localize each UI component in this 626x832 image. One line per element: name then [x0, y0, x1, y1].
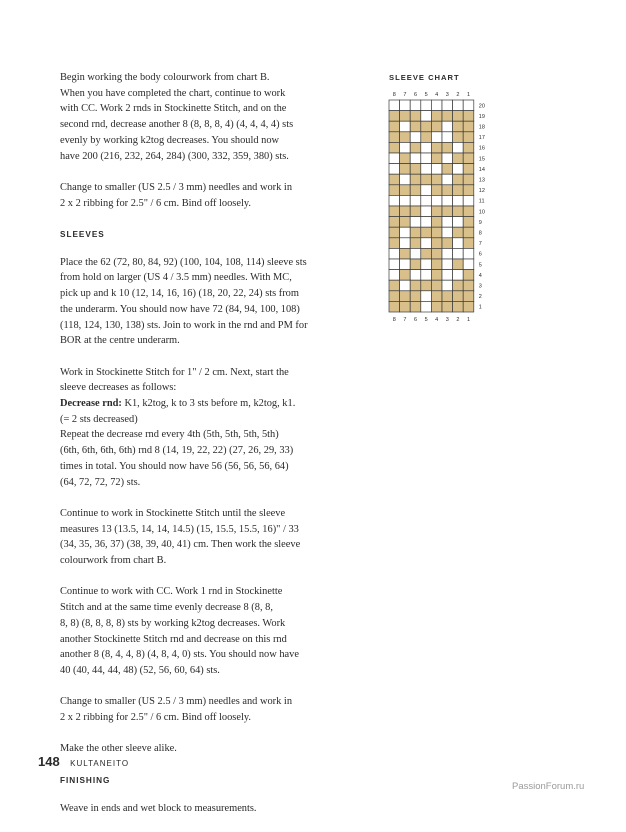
- chart-cell-contrast: [389, 291, 400, 302]
- text-line: Place the 62 (72, 80, 84, 92) (100, 104, 108, 114) sleeve sts: [60, 256, 307, 268]
- chart-cell-main: [442, 270, 453, 281]
- text-line: Repeat the decrease rnd every 4th (5th, 5th, 5th, 5th): [60, 429, 279, 441]
- text-line: second rnd, decrease another 8 (8, 8, 8, 4) (4, 4, 4, 4) sts: [60, 119, 294, 131]
- chart-cell-main: [421, 164, 432, 175]
- text-line: with CC. Work 2 rnds in Stockinette Stitch, and on the: [60, 103, 287, 115]
- chart-cell-main: [400, 227, 411, 238]
- chart-cell-contrast: [431, 142, 442, 153]
- chart-cell-contrast: [463, 270, 474, 281]
- chart-cell-main: [463, 259, 474, 270]
- chart-cell-main: [389, 195, 400, 206]
- chart-cell-contrast: [389, 185, 400, 196]
- chart-column-label: 1: [466, 92, 471, 98]
- chart-cell-contrast: [431, 259, 442, 270]
- chart-cell-main: [410, 153, 421, 164]
- watermark: PassionForum.ru: [512, 781, 585, 792]
- chart-cell-contrast: [400, 153, 411, 164]
- chart-cell-main: [421, 291, 432, 302]
- chart-cell-contrast: [453, 206, 464, 217]
- chart-cell-contrast: [431, 248, 442, 259]
- chart-row-label: 6: [478, 251, 482, 258]
- chart-cell-contrast: [442, 238, 453, 249]
- chart-cell-contrast: [453, 259, 464, 270]
- chart-cell-main: [431, 195, 442, 206]
- chart-cell-main: [442, 195, 453, 206]
- chart-cell-contrast: [453, 132, 464, 143]
- chart-cell-main: [421, 153, 432, 164]
- chart-cell-contrast: [453, 121, 464, 132]
- chart-cell-main: [410, 195, 421, 206]
- text-line: (6th, 6th, 6th, 6th) rnd 8 (14, 19, 22, 22) (27, 26, 29, 33): [60, 445, 294, 457]
- chart-cell-main: [442, 227, 453, 238]
- chart-column-label: 6: [413, 317, 418, 323]
- chart-cell-main: [421, 270, 432, 281]
- chart-cell-main: [389, 248, 400, 259]
- chart-cell-main: [463, 100, 474, 111]
- chart-row-label: 1: [478, 304, 482, 311]
- chart-cell-main: [431, 100, 442, 111]
- page-footer: [38, 753, 129, 771]
- chart-cell-contrast: [431, 280, 442, 291]
- chart-cell-contrast: [400, 132, 411, 143]
- chart-cell-contrast: [442, 301, 453, 312]
- chart-cell-contrast: [463, 111, 474, 122]
- chart-cell-contrast: [410, 174, 421, 185]
- chart-cell-main: [442, 248, 453, 259]
- chart-row-label: 2: [478, 294, 482, 301]
- chart-cell-contrast: [453, 174, 464, 185]
- stockinette-paragraph: [60, 365, 360, 396]
- chart-cell-contrast: [431, 121, 442, 132]
- sleeves-paragraph: [60, 255, 360, 349]
- chart-cell-contrast: [453, 280, 464, 291]
- chart-column-label: 2: [456, 317, 460, 323]
- chart-cell-main: [421, 206, 432, 217]
- chart-column-label: 6: [413, 92, 418, 98]
- chart-cell-contrast: [410, 301, 421, 312]
- chart-cell-contrast: [453, 153, 464, 164]
- sleeves-heading: SLEEVES: [60, 230, 105, 239]
- chart-cell-contrast: [389, 111, 400, 122]
- chart-cell-main: [421, 111, 432, 122]
- decrease-round-label: Decrease rnd:: [60, 398, 122, 410]
- chart-cell-main: [442, 280, 453, 291]
- chart-cell-contrast: [463, 291, 474, 302]
- chart-row-label: 8: [478, 230, 482, 237]
- chart-cell-main: [410, 270, 421, 281]
- chart-row-label: 20: [478, 103, 485, 110]
- text-line: the underarm. You should now have 72 (84, 94, 100, 108): [60, 303, 300, 315]
- chart-cell-main: [453, 248, 464, 259]
- chart-cell-main: [442, 100, 453, 111]
- chart-cell-main: [453, 142, 464, 153]
- chart-cell-contrast: [431, 174, 442, 185]
- chart-cell-contrast: [400, 291, 411, 302]
- chart-cell-main: [421, 238, 432, 249]
- chart-cell-contrast: [463, 185, 474, 196]
- text-line: Work in Stockinette Stitch for 1" / 2 cm. Next, start the: [60, 366, 289, 378]
- chart-cell-contrast: [421, 280, 432, 291]
- chart-row-label: 15: [478, 156, 485, 163]
- chart-cell-main: [442, 153, 453, 164]
- chart-cell-contrast: [463, 238, 474, 249]
- chart-cell-main: [453, 100, 464, 111]
- finishing-heading: FINISHING: [60, 775, 111, 785]
- chart-cell-contrast: [389, 121, 400, 132]
- chart-cell-contrast: [431, 206, 442, 217]
- chart-cell-contrast: [453, 291, 464, 302]
- text-line: Change to smaller (US 2.5 / 3 mm) needles and work in: [60, 696, 293, 708]
- text-line: another 8 (8, 4, 4, 8) (4, 8, 4, 0) sts. You should now have: [60, 649, 299, 661]
- chart-cell-contrast: [463, 174, 474, 185]
- chart-cell-main: [400, 100, 411, 111]
- text-line: Change to smaller (US 2.5 / 3 mm) needles and work in: [60, 181, 293, 193]
- chart-cell-main: [410, 100, 421, 111]
- chart-cell-contrast: [453, 111, 464, 122]
- chart-cell-main: [421, 195, 432, 206]
- chart-row-label: 11: [478, 198, 485, 205]
- chart-cell-main: [400, 195, 411, 206]
- chart-cell-contrast: [421, 121, 432, 132]
- chart-cell-contrast: [410, 280, 421, 291]
- chart-cell-contrast: [431, 291, 442, 302]
- chart-cell-main: [453, 270, 464, 281]
- chart-cell-contrast: [410, 185, 421, 196]
- chart-cell-contrast: [410, 111, 421, 122]
- chart-cell-contrast: [431, 153, 442, 164]
- chart-cell-contrast: [463, 217, 474, 228]
- chart-cell-contrast: [410, 164, 421, 175]
- chart-cell-contrast: [463, 164, 474, 175]
- chart-cell-main: [389, 153, 400, 164]
- chart-cell-main: [410, 217, 421, 228]
- chart-cell-contrast: [410, 259, 421, 270]
- chart-cell-main: [463, 248, 474, 259]
- text-line: evenly by working k2tog decreases. You should now: [60, 134, 280, 146]
- chart-cell-main: [410, 132, 421, 143]
- chart-cell-contrast: [431, 111, 442, 122]
- chart-cell-contrast: [453, 185, 464, 196]
- decrease-repeat-paragraph: [60, 412, 360, 491]
- text-line: another Stockinette Stitch rnd and decrease on this rnd: [60, 633, 287, 645]
- body-text-column: [60, 70, 360, 832]
- chart-cell-contrast: [389, 301, 400, 312]
- chart-cell-contrast: [389, 217, 400, 228]
- text-line: 8, 8) (8, 8, 8, 8) sts by working k2tog decreases. Work: [60, 617, 286, 629]
- intro-paragraph: [60, 70, 360, 164]
- text-line: 2 x 2 ribbing for 2.5" / 6 cm. Bind off loosely.: [60, 712, 251, 724]
- chart-cell-contrast: [442, 111, 453, 122]
- chart-cell-contrast: [453, 227, 464, 238]
- chart-cell-main: [442, 121, 453, 132]
- chart-cell-main: [453, 164, 464, 175]
- text-line: pick up and k 10 (12, 14, 16, 16) (18, 20, 22, 24) sts from: [60, 288, 299, 300]
- text-line: Begin working the body colourwork from chart B.: [60, 72, 270, 83]
- chart-cell-contrast: [389, 280, 400, 291]
- text-line: times in total. You should now have 56 (56, 56, 56, 64): [60, 460, 289, 472]
- chart-cell-contrast: [410, 238, 421, 249]
- chart-cell-main: [400, 238, 411, 249]
- chart-cell-main: [442, 259, 453, 270]
- chart-cell-main: [431, 164, 442, 175]
- chart-cell-main: [421, 142, 432, 153]
- chart-cell-contrast: [431, 238, 442, 249]
- chart-cell-main: [421, 185, 432, 196]
- chart-cell-main: [400, 142, 411, 153]
- chart-cell-contrast: [463, 153, 474, 164]
- chart-column-label: 3: [445, 317, 449, 323]
- chart-column-label: 4: [435, 317, 439, 323]
- chart-column-label: 5: [424, 92, 428, 98]
- chart-cell-contrast: [431, 301, 442, 312]
- chart-cell-contrast: [400, 111, 411, 122]
- chart-row-label: 9: [478, 219, 482, 226]
- text-line: have 200 (216, 232, 264, 284) (300, 332, 359, 380) sts.: [60, 150, 289, 162]
- chart-cell-contrast: [410, 121, 421, 132]
- text-line: When you have completed the chart, continue to work: [60, 87, 286, 99]
- chart-cell-contrast: [389, 227, 400, 238]
- chart-cell-contrast: [421, 248, 432, 259]
- chart-cell-main: [431, 132, 442, 143]
- sleeve-chart: [370, 86, 500, 331]
- chart-cell-main: [389, 270, 400, 281]
- text-line: (34, 35, 36, 37) (38, 39, 40, 41) cm. Then work the sleeve: [60, 539, 301, 551]
- chart-cell-contrast: [400, 301, 411, 312]
- chart-row-label: 5: [478, 262, 482, 269]
- chart-row-label: 3: [478, 283, 482, 290]
- text-line: Continue to work with CC. Work 1 rnd in Stockinette: [60, 586, 283, 598]
- chart-cell-contrast: [431, 270, 442, 281]
- text-line: from hold on larger (US 4 / 3.5 mm) needles. With MC,: [60, 272, 292, 284]
- chart-cell-main: [389, 259, 400, 270]
- chart-cell-contrast: [400, 270, 411, 281]
- chart-column-label: 1: [466, 317, 471, 323]
- text-line: BOR at the centre underarm.: [60, 335, 180, 347]
- text-line: (118, 124, 130, 138) sts. Join to work in the rnd and PM for: [60, 319, 308, 331]
- chart-cell-main: [442, 174, 453, 185]
- chart-row-label: 4: [478, 272, 482, 279]
- chart-cell-contrast: [463, 121, 474, 132]
- chart-cell-contrast: [431, 227, 442, 238]
- other-sleeve-line: Make the other sleeve alike.: [60, 743, 177, 755]
- chart-cell-contrast: [463, 206, 474, 217]
- chart-column-label: 4: [435, 92, 439, 98]
- finishing-paragraph: [60, 801, 360, 817]
- chart-cell-contrast: [400, 217, 411, 228]
- chart-row-label: 17: [478, 135, 485, 142]
- sleeve-measure-paragraph: [60, 506, 360, 569]
- chart-column-label: 7: [403, 92, 407, 98]
- chart-column-label: 2: [456, 92, 460, 98]
- chart-cell-main: [410, 248, 421, 259]
- text-line: sleeve decreases as follows:: [60, 382, 177, 394]
- chart-cell-contrast: [442, 206, 453, 217]
- chart-cell-main: [442, 217, 453, 228]
- chart-column-label: 3: [445, 92, 449, 98]
- chart-cell-main: [389, 164, 400, 175]
- text-line: Continue to work in Stockinette Stitch until the sleeve: [60, 507, 286, 519]
- text-line: (64, 72, 72, 72) sts.: [60, 476, 141, 488]
- chart-cell-contrast: [463, 301, 474, 312]
- chart-cell-contrast: [453, 301, 464, 312]
- chart-cell-contrast: [410, 206, 421, 217]
- chart-cell-contrast: [421, 174, 432, 185]
- chart-cell-contrast: [389, 142, 400, 153]
- chart-cell-main: [453, 195, 464, 206]
- chart-column-label: 7: [403, 317, 407, 323]
- chart-cell-contrast: [442, 291, 453, 302]
- chart-cell-contrast: [410, 291, 421, 302]
- chart-cell-contrast: [431, 185, 442, 196]
- finishing-line: Weave in ends and wet block to measurements.: [60, 802, 257, 814]
- chart-row-label: 16: [478, 145, 485, 152]
- chart-cell-main: [400, 280, 411, 291]
- chart-cell-contrast: [389, 206, 400, 217]
- chart-cell-contrast: [463, 227, 474, 238]
- text-line: 40 (40, 44, 44, 48) (52, 56, 60, 64) sts.: [60, 664, 220, 676]
- chart-column-label: 5: [424, 317, 428, 323]
- chart-row-label: 12: [478, 188, 485, 195]
- sleeve-ribbing-paragraph: [60, 694, 360, 725]
- chart-cell-main: [421, 301, 432, 312]
- text-line: (= 2 sts decreased): [60, 413, 138, 425]
- chart-cell-contrast: [463, 132, 474, 143]
- chart-cell-main: [421, 217, 432, 228]
- text-line: 2 x 2 ribbing for 2.5" / 6 cm. Bind off loosely.: [60, 197, 251, 209]
- chart-row-label: 18: [478, 124, 485, 131]
- chart-cell-contrast: [442, 142, 453, 153]
- chart-cell-main: [453, 217, 464, 228]
- cc-decrease-paragraph: [60, 584, 360, 678]
- chart-row-label: 13: [478, 177, 485, 184]
- chart-cell-main: [400, 174, 411, 185]
- chart-column-label: 8: [392, 317, 396, 323]
- chart-cell-contrast: [442, 185, 453, 196]
- chart-cell-main: [442, 132, 453, 143]
- chart-cell-main: [389, 100, 400, 111]
- chart-cell-main: [400, 259, 411, 270]
- chart-row-label: 14: [478, 166, 485, 173]
- chart-row-label: 7: [478, 241, 482, 248]
- chart-cell-contrast: [442, 164, 453, 175]
- chart-cell-contrast: [389, 132, 400, 143]
- chart-cell-contrast: [410, 227, 421, 238]
- text-line: Stitch and at the same time evenly decrease 8 (8, 8,: [60, 602, 273, 614]
- chart-cell-contrast: [400, 164, 411, 175]
- page-number: 148: [38, 754, 60, 769]
- chart-row-label: 19: [478, 113, 485, 120]
- chart-cell-main: [421, 259, 432, 270]
- chart-cell-main: [400, 121, 411, 132]
- chart-cell-contrast: [421, 132, 432, 143]
- sleeve-chart-title: SLEEVE CHART: [389, 73, 460, 82]
- chart-cell-contrast: [463, 142, 474, 153]
- decrease-round-line: [60, 396, 360, 412]
- chart-cell-contrast: [410, 142, 421, 153]
- ribbing-paragraph: [60, 180, 360, 211]
- chart-cell-contrast: [389, 238, 400, 249]
- chart-row-label: 10: [478, 209, 485, 216]
- chart-cell-main: [463, 195, 474, 206]
- chart-cell-contrast: [400, 206, 411, 217]
- text-line: measures 13 (13.5, 14, 14, 14.5) (15, 15.5, 15.5, 16)" / 33: [60, 523, 299, 535]
- chart-cell-main: [453, 238, 464, 249]
- chart-cell-contrast: [389, 174, 400, 185]
- chart-cell-main: [421, 100, 432, 111]
- text-line: colourwork from chart B.: [60, 555, 167, 567]
- chart-cell-contrast: [400, 185, 411, 196]
- chart-cell-contrast: [400, 248, 411, 259]
- footer-brand: KULTANEITO: [70, 759, 130, 768]
- chart-cell-contrast: [431, 217, 442, 228]
- decrease-round-text: K1, k2tog, k to 3 sts before m, k2tog, k1.: [121, 398, 296, 410]
- chart-column-label: 8: [392, 92, 396, 98]
- chart-cell-contrast: [463, 280, 474, 291]
- chart-cell-contrast: [421, 227, 432, 238]
